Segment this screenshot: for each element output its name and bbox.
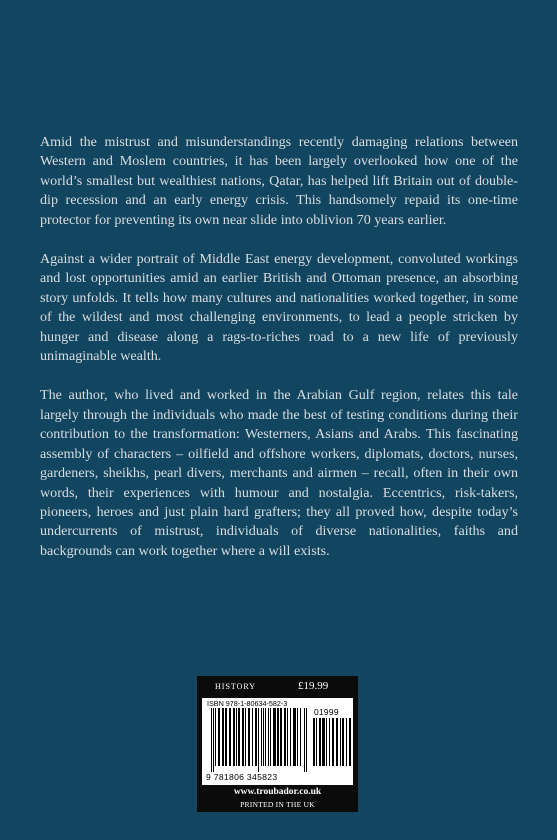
price-label: £19.99 [298, 680, 329, 692]
blurb-paragraph-2: Against a wider portrait of Middle East energy development, convoluted workings and lost opportunities amid an earlier British and Ottoman presence, an absorbing story unfolds. It tells how many cultures and nationalities worked together, in some of the wildest and most challenging environments, to lead a people stricken by hunger and disease along a rags-to-riches road to a new life of previously unimaginable wealth. [40, 251, 518, 365]
barcode-area [202, 698, 353, 785]
barcode-header [197, 679, 358, 695]
barcode-bars [205, 708, 353, 772]
category-label: HISTORY [215, 682, 257, 691]
blurb-paragraph-3: The author, who lived and worked in the Arabian Gulf region, relates this tale largely through the individuals who made the best of testing conditions during their contribution to the transformation: Westerners, Asians and Arabs. This fascinating assembly of characters – oilfield and offshore workers, diplomats, doctors, nurses, gardeners, sheikhs, pearl divers, merchants and airmen – recall, often in their own words, their experiences with humour and nostalgia. Eccentrics, risk-takers, pioneers, heroes and just plain hard grafters; they all proved how, despite today’s undercurrents of mistrust, individuals of diverse nationalities, faiths and backgrounds can work together where a will exists. [40, 387, 518, 559]
back-cover-blurb [40, 133, 518, 581]
publisher-url: www.troubador.co.uk [233, 787, 322, 797]
printed-in-label: PRINTED IN THE UK [240, 800, 315, 809]
barcode-panel [197, 676, 358, 812]
blurb-paragraph-1: Amid the mistrust and misunderstandings recently damaging relations between Western and Moslem countries, it has been largely overlooked how one of the world’s smallest but wealthiest nations, Qatar, has helped lift Britain out of double-dip recession and an early energy crisis. This handsomely repaid its one-time protector for preventing its own near slide into oblivion 70 years earlier. [40, 134, 518, 228]
isbn-label: ISBN 978-1-80634-582-3 [207, 699, 288, 708]
ean-digits: 9 781806 345823 [206, 772, 278, 782]
price-addon-digits: 01999 [314, 707, 339, 717]
